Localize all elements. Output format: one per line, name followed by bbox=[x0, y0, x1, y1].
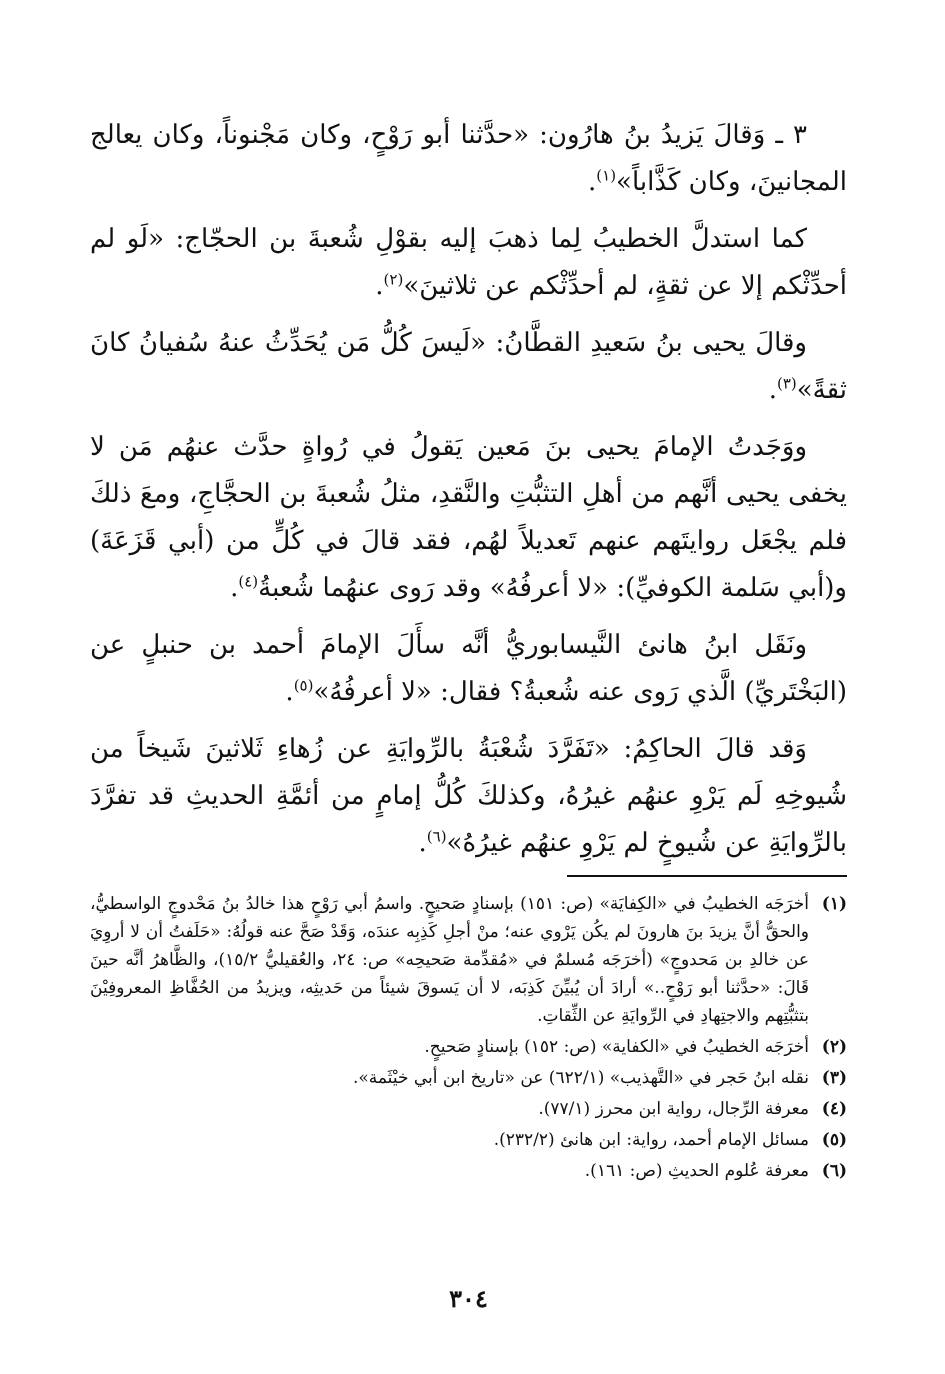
paragraph-text: ٣ ـ وَقالَ يَزيدُ بنُ هارُون: «حدَّثنا أبو رَوْحٍ، وكان مَجْنوناً، وكان يعالج المجانينَ، وكان كَذَّاباً» bbox=[90, 120, 847, 197]
footnote-number: (٥) bbox=[821, 1130, 847, 1150]
footnote-number: (٢) bbox=[821, 1037, 847, 1057]
footnote-text: معرفة الرِّجال، رواية ابن محرز (٧٧/١). bbox=[538, 1099, 809, 1119]
book-page bbox=[90, 112, 847, 1374]
page-number: ٣٠٤ bbox=[449, 1284, 488, 1313]
paragraph-text: وَقد قالَ الحاكِمُ: «تَفَرَّدَ شُعْبَةُ بالرِّوايَةِ عن زُهاءِ ثَلاثينَ شَيخاً من شُيوخِهِ لَم يَرْوِ عنهُم غيرُهُ، وكذلكَ كُلُّ إمامٍ من أئمَّةِ الحديثِ قد تفرَّدَ بالرِّوايَةِ عن شُيوخٍ لم يَرْوِ عنهُم غيرُهُ» bbox=[90, 734, 847, 858]
footnote-ref: (١) bbox=[596, 166, 617, 185]
paragraph-text: كما استدلَّ الخطيبُ لِما ذهبَ إليه بقوْلِ شُعبةَ بن الحجّاج: «لَو لم أحدِّثْكم إلا عن ثقةٍ، لم أحدِّثْكم عن ثلاثينَ» bbox=[90, 224, 847, 301]
footnote-ref: (٢) bbox=[383, 270, 404, 289]
footnote-text: أخرَجَه الخطيبُ في «الكفاية» (ص: ١٥٢) بإسنادٍ صَحيحٍ. bbox=[424, 1037, 809, 1057]
footnote-2 bbox=[90, 1033, 847, 1061]
paragraph-end: . bbox=[588, 167, 597, 197]
paragraph-5 bbox=[90, 622, 847, 716]
footnote-1 bbox=[90, 890, 847, 1030]
footnote-ref: (٥) bbox=[293, 676, 314, 695]
footnote-text: أخرَجَه الخطيبُ في «الكِفايَة» (ص: ١٥١) بإسنادٍ صَحيحٍ. واسمُ أبي رَوْحٍ هذا خالدُ بنُ مَحْدوجٍ الواسطيُّ، والحقُّ أنَّ يزيدَ بنَ هارونَ لم يكُن يَرْوي عنه؛ منْ أجلِ كَذِبِه عندَه، وَقَدْ صَحَّ عنه قولُهُ: «حَلَفتُ أن لا أروِيَ عن خالدِ بن مَحدوجٍ» (أخرَجَه مُسلمٌ في «مُقدِّمة صَحيحِه» ص: ٢٤، والعُقيليُّ ١٥/٢)، والظَّاهرُ أنَّه حينَ قَالَ: «حدَّثنا أبو رَوْحٍ..» أرادَ أن يُبيِّنَ كَذِبَه، لا أن يَسوقَ شيئاً من حَديثِه، ويزيدُ من الحُفَّاظِ المعروفِيْنَ بتثبُّتِهم والاجتِهادِ في الرِّوايَةِ عن الثِّقاتِ. bbox=[90, 894, 809, 1026]
paragraph-end: . bbox=[375, 271, 384, 301]
paragraph-4 bbox=[90, 424, 847, 612]
footnote-3 bbox=[90, 1064, 847, 1092]
paragraph-end: . bbox=[418, 828, 427, 858]
footnote-number: (٣) bbox=[821, 1068, 847, 1088]
footnote-5 bbox=[90, 1126, 847, 1154]
paragraph-3 bbox=[90, 320, 847, 414]
paragraph-end: . bbox=[230, 573, 239, 603]
paragraph-text: ووَجَدتُ الإمامَ يحيى بنَ مَعين يَقولُ في رُواةٍ حدَّث عنهُم مَن لا يخفى يحيى أنَّهم من أهلِ التثبُّتِ والنَّقدِ، مثلُ شُعبةَ بن الحجَّاجِ، ومعَ ذلكَ فلم يجْعَل روايتَهم عنهم تَعديلاً لهُم، فقد قالَ في كُلٍّ من (أبي قَزَعَةَ) و(أبي سَلمة الكوفيِّ): «لا أعرفُهُ» وقد رَوى عنهُما شُعبةُ bbox=[90, 432, 847, 603]
paragraph-2 bbox=[90, 216, 847, 310]
footnote-ref: (٦) bbox=[426, 827, 447, 846]
footnotes bbox=[90, 890, 847, 1188]
footnote-6 bbox=[90, 1157, 847, 1185]
footnote-ref: (٣) bbox=[776, 374, 797, 393]
footnote-text: نقله ابنُ حَجر في «التَّهذيب» (٦٢٢/١) عن «تاريخ ابن أبي خيْثَمة». bbox=[352, 1068, 809, 1088]
paragraph-end: . bbox=[285, 677, 294, 707]
main-text bbox=[90, 112, 847, 867]
paragraph-text: وقالَ يحيى بنُ سَعيدِ القطَّانُ: «لَيسَ كُلُّ مَن يُحَدِّثُ عنهُ سُفيانُ كانَ ثقةً» bbox=[90, 328, 847, 405]
footnote-number: (٦) bbox=[821, 1161, 847, 1181]
footnote-text: معرفة عُلوم الحديثِ (ص: ١٦١). bbox=[584, 1161, 809, 1181]
footnote-separator bbox=[567, 875, 847, 877]
footnote-text: مسائل الإمام أحمد، رواية: ابن هانئ (٢٣٢/٢). bbox=[493, 1130, 809, 1150]
footnote-number: (٤) bbox=[821, 1099, 847, 1119]
paragraph-end: . bbox=[768, 375, 777, 405]
footnote-number: (١) bbox=[821, 894, 847, 914]
footnote-4 bbox=[90, 1095, 847, 1123]
paragraph-6 bbox=[90, 726, 847, 867]
footnote-ref: (٤) bbox=[238, 572, 259, 591]
paragraph-1 bbox=[90, 112, 847, 206]
paragraph-text: ونَقَل ابنُ هانئ النَّيسابوريُّ أنَّه سأَلَ الإمامَ أحمد بن حنبلٍ عن (البَخْتَريِّ) الَّذي رَوى عنه شُعبةُ؟ فقال: «لا أعرفُهُ» bbox=[90, 630, 847, 707]
